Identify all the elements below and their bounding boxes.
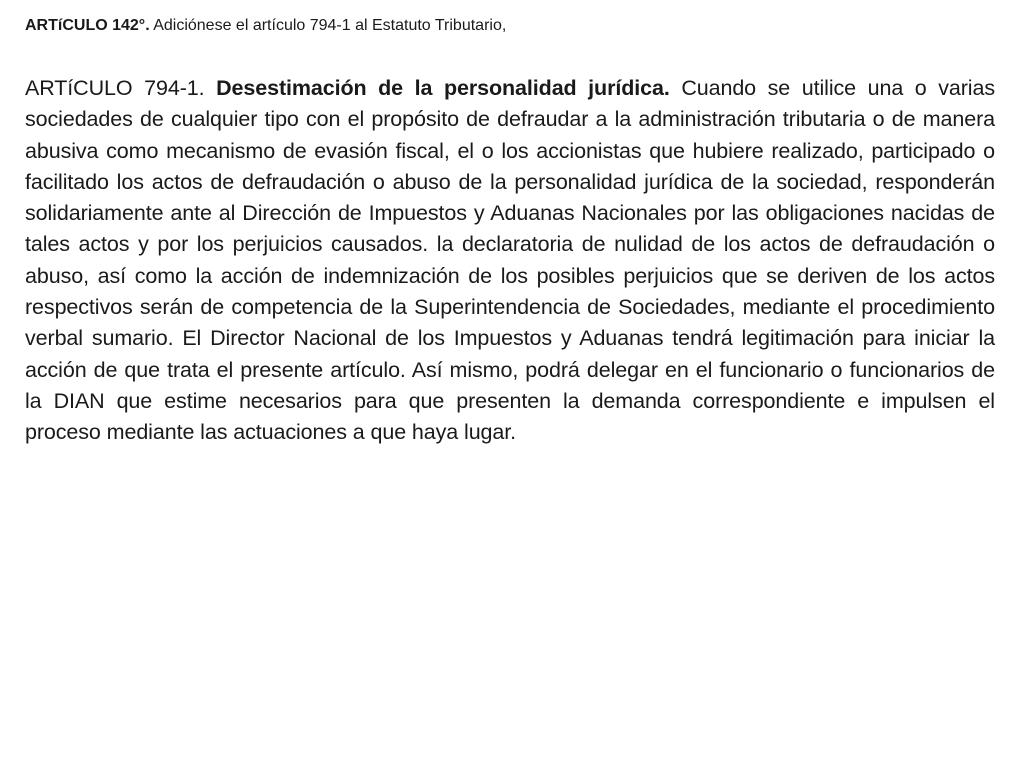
article-title: Desestimación de la personalidad jurídica. (216, 76, 670, 100)
header-article-label: ARTíCULO 142°. (25, 17, 150, 34)
article-paragraph (25, 73, 995, 449)
article-body: Cuando se utilice una o varias sociedades de cualquier tipo con el propósito de defraudar a la administración tributaria o de manera abusiva como mecanismo de evasión fiscal, el o los accionistas que hubiere realizado, participado o facilitado los actos de defraudación o abuso de la personalidad jurídica de la sociedad, responderán solidariamente ante al Dirección de Impuestos y Aduanas Nacionales por las obligaciones nacidas de tales actos y por los perjuicios causados. la declaratoria de nulidad de los actos de defraudación o abuso, así como la acción de indemnización de los posibles perjuicios que se deriven de los actos respectivos serán de competencia de la Superintendencia de Sociedades, mediante el procedimiento verbal sumario. El Director Nacional de los Impuestos y Aduanas tendrá legitimación para iniciar la acción de que trata el presente artículo. Así mismo, podrá delegar en el funcionario o funcionarios de la DIAN que estime necesarios para que presenten la demanda correspondiente e impulsen el proceso mediante las actuaciones a que haya lugar. (25, 76, 995, 445)
header-text: Adiciónese el artículo 794-1 al Estatuto Tributario, (149, 17, 507, 34)
header-line (25, 16, 506, 36)
article-number: ARTíCULO 794-1. (25, 76, 217, 100)
